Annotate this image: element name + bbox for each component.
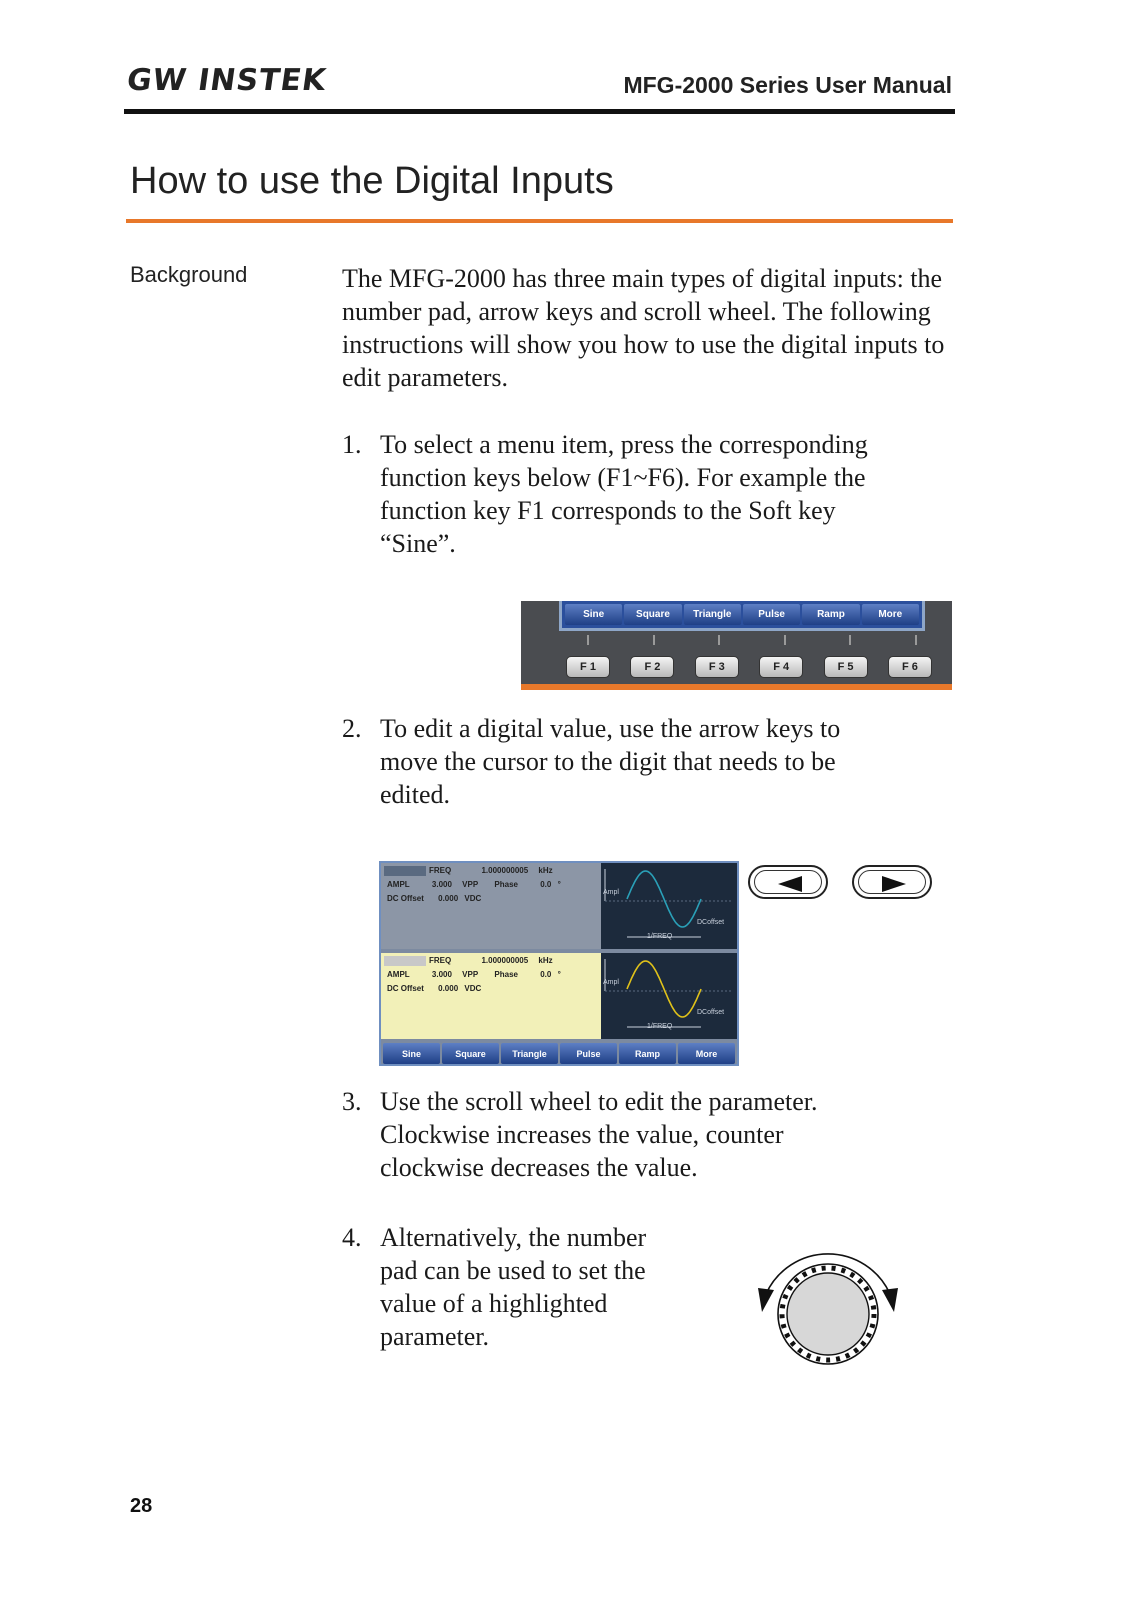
key-ticks	[587, 635, 917, 645]
intro-paragraph: The MFG-2000 has three main types of digital inputs: the number pad, arrow keys and scroll wheel. The following instructions will show you how to use the digital inputs to edit parameters.	[342, 264, 945, 392]
dc-offset-unit: VDC	[464, 984, 482, 993]
freq-value: 1.000000005	[481, 866, 529, 875]
wave-freq-label: 1/FREQ	[647, 933, 673, 940]
ampl-value: 3.000	[431, 970, 452, 979]
softkey-square[interactable]: Square	[442, 1043, 499, 1064]
function-key-panel	[521, 601, 952, 690]
channel-1-panel	[381, 863, 601, 949]
softkey-pulse[interactable]: Pulse	[560, 1043, 617, 1064]
phase-value: 0.0	[540, 880, 552, 889]
wave-freq-label: 1/FREQ	[647, 1023, 673, 1030]
dc-offset-unit: VDC	[464, 894, 482, 903]
step-number: 2.	[342, 714, 362, 743]
scroll-wheel-icon	[748, 1236, 908, 1366]
dc-offset-value: 0.000	[438, 984, 459, 993]
softkey-bar	[559, 601, 925, 631]
wave-dcoffset-label: DCoffset	[697, 1009, 725, 1016]
manual-title: MFG-2000 Series User Manual	[623, 72, 952, 98]
softkey-sine[interactable]: Sine	[565, 604, 622, 625]
right-arrow-key[interactable]	[852, 865, 932, 899]
dc-offset-value: 0.000	[438, 894, 459, 903]
step-line: “Sine”.	[380, 529, 456, 558]
dc-offset-label: DC Offset	[387, 984, 424, 993]
left-arrow-key[interactable]	[748, 865, 828, 899]
ampl-unit: VPP	[462, 880, 479, 889]
step-line: pad can be used to set the	[380, 1256, 646, 1285]
phase-value: 0.0	[540, 970, 552, 979]
gw-instek-logo: GW INSTEK	[124, 63, 329, 98]
function-key-f1[interactable]: F 1	[566, 656, 610, 678]
ampl-label: AMPL	[387, 970, 410, 979]
function-key-f3[interactable]: F 3	[695, 656, 739, 678]
page-number: 28	[130, 1495, 153, 1517]
phase-unit: °	[557, 970, 561, 979]
step-line: move the cursor to the digit that needs to be	[380, 747, 836, 776]
step-line: parameter.	[380, 1322, 489, 1351]
channel-tag	[384, 956, 426, 966]
ampl-label: AMPL	[387, 880, 410, 889]
freq-unit: kHz	[538, 956, 553, 965]
softkey-triangle[interactable]: Triangle	[684, 604, 741, 625]
freq-value: 1.000000005	[481, 956, 529, 965]
step-line: Use the scroll wheel to edit the parameter.	[380, 1087, 818, 1116]
step-number: 3.	[342, 1087, 362, 1116]
ampl-value: 3.000	[431, 880, 452, 889]
wave-ampl-label: Ampl	[603, 889, 619, 896]
softkey-more[interactable]: More	[862, 604, 919, 625]
function-key-f2[interactable]: F 2	[630, 656, 674, 678]
function-keys	[566, 656, 932, 678]
freq-label: FREQ	[429, 956, 452, 965]
step-line: value of a highlighted	[380, 1289, 608, 1318]
right-arrow-icon	[854, 867, 934, 901]
step-line: function key F1 corresponds to the Soft key	[380, 496, 836, 525]
softkey-sine[interactable]: Sine	[383, 1043, 440, 1064]
channel-2-waveform	[601, 953, 737, 1039]
section-divider	[126, 219, 953, 223]
scroll-wheel[interactable]	[748, 1236, 908, 1366]
wave-dcoffset-label: DCoffset	[697, 919, 725, 926]
freq-unit: kHz	[538, 866, 553, 875]
step-line: function keys below (F1~F6). For example the	[380, 463, 866, 492]
phase-label: Phase	[494, 970, 518, 979]
dc-offset-label: DC Offset	[387, 894, 424, 903]
step-line: To edit a digital value, use the arrow keys to	[380, 714, 841, 743]
step-line: To select a menu item, press the corresponding	[380, 430, 868, 459]
channel-2-panel	[381, 953, 601, 1039]
phase-label: Phase	[494, 880, 518, 889]
step-line: clockwise decreases the value.	[380, 1153, 698, 1182]
function-key-f4[interactable]: F 4	[759, 656, 803, 678]
softkey-more[interactable]: More	[678, 1043, 735, 1064]
softkey-ramp[interactable]: Ramp	[802, 604, 859, 625]
wave-ampl-label: Ampl	[603, 979, 619, 986]
left-arrow-icon	[750, 867, 830, 901]
step-line: Alternatively, the number	[380, 1223, 647, 1252]
channel-tag	[384, 866, 426, 876]
function-key-f6[interactable]: F 6	[888, 656, 932, 678]
function-key-f5[interactable]: F 5	[824, 656, 868, 678]
side-label: Background	[130, 262, 248, 287]
header-divider	[124, 109, 955, 114]
softkey-pulse[interactable]: Pulse	[743, 604, 800, 625]
step-number: 1.	[342, 430, 362, 459]
softkey-triangle[interactable]: Triangle	[501, 1043, 558, 1064]
softkey-ramp[interactable]: Ramp	[619, 1043, 676, 1064]
step-line: Clockwise increases the value, counter	[380, 1120, 784, 1149]
phase-unit: °	[557, 880, 561, 889]
softkey-square[interactable]: Square	[624, 604, 681, 625]
step-line: edited.	[380, 780, 451, 809]
lcd-softkey-bar	[383, 1043, 735, 1064]
lcd-display	[379, 861, 739, 1066]
ampl-unit: VPP	[462, 970, 479, 979]
step-number: 4.	[342, 1223, 362, 1252]
section-title: How to use the Digital Inputs	[130, 160, 614, 202]
channel-1-waveform	[601, 863, 737, 949]
freq-label: FREQ	[429, 866, 452, 875]
